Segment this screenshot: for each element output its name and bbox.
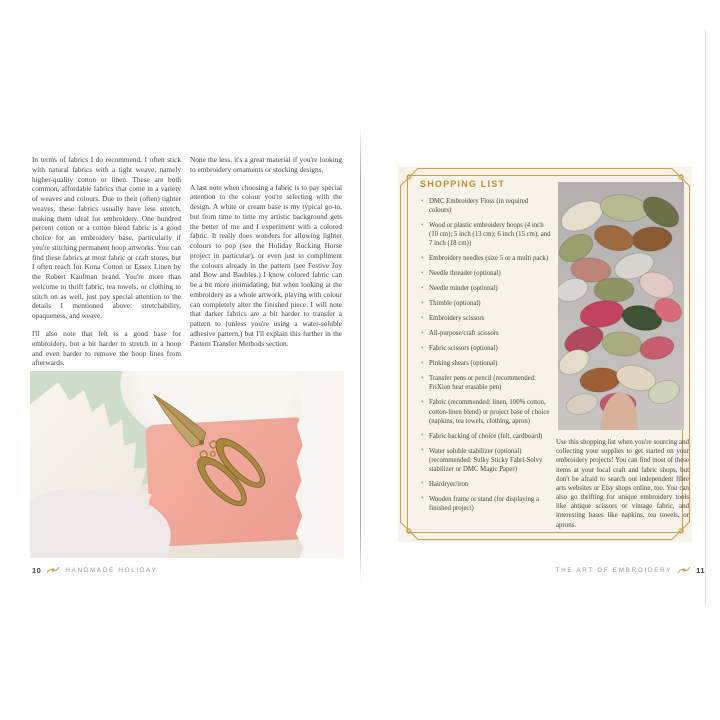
- shopping-list-item: • Needle threader (optional): [421, 268, 501, 278]
- shopping-list-item: • Wood or plastic embroidery hoops (4 inch (10 cm); 5 inch (13 cm); 6 inch (15 cm); and 7 inch (18 cm)): [421, 220, 551, 248]
- left-page-column-1: [32, 155, 181, 376]
- bullet-icon: •: [421, 446, 424, 455]
- left-page-footer: [32, 565, 158, 575]
- bullet-icon: •: [421, 283, 424, 292]
- shopping-list-item: • Thimble (optional): [421, 298, 481, 308]
- body-paragraph: In terms of fabrics I do recommend, I often stick with natural fabrics with a tight weave, namely higher-quality cotton or linen. These are both common, affordable fabrics that come in a variety of weaves and colours. Due to their (often) tighter weaves, these fabrics usually have less stretch, making them ideal for embroidery. One hundred percent cotton or a cotton blend fabric is a good choice for an embroidery base, particularly if you're stitching permanent hoop artworks. You can find these fabrics at most fabric or craft stores, but I often reach for Kona Cotton or Essex Linen by the Robert Kaufman brand. You're more than welcome to thrift fabric, tea towels, or clothing to stitch on as well, just pay special attention to the details I mentioned above: stretchability, opaqueness, and weave.: [32, 155, 181, 321]
- body-paragraph: I'll also note that felt is a good base for embroidery, but a bit harder to stretch in a hoop and even harder to remove the hoop lines from afterwards.: [32, 329, 181, 368]
- page-number: 10: [32, 565, 42, 575]
- shopping-list-item: • Fabric (recommended: linen, 100% cotton, cotton-linen blend) or project base of choice (napkins, tea towels, clothing, apron): [421, 397, 550, 425]
- bullet-icon: •: [421, 298, 424, 307]
- bullet-icon: •: [421, 313, 424, 322]
- shopping-list-item: • Needle minder (optional): [421, 283, 498, 293]
- shopping-list-item: • Transfer pens or pencil (recommended: FriXion heat erasable pen): [421, 373, 536, 392]
- shopping-list-item: • Embroidery needles (size 5 or a multi pack): [421, 253, 549, 263]
- bullet-icon: •: [421, 431, 424, 440]
- shopping-list-item: • Fabric scissors (optional): [421, 343, 498, 353]
- bullet-icon: •: [421, 268, 424, 277]
- footer-ornament-icon: [677, 565, 691, 575]
- right-page-footer: [460, 565, 705, 575]
- bullet-icon: •: [421, 397, 424, 406]
- body-paragraph: None the less, it's a great material if you're looking to embroidery ornaments or stocking designs.: [190, 155, 342, 174]
- shopping-list-item: • Pinking shears (optional): [421, 358, 498, 368]
- shopping-list-item: • All-purpose/craft scissors: [421, 328, 499, 338]
- running-head: THE ART OF EMBROIDERY: [555, 566, 673, 574]
- shopping-list-item: • Hairdryer/iron: [421, 479, 469, 488]
- page-edge: [705, 30, 706, 605]
- bullet-icon: •: [421, 343, 424, 352]
- footer-ornament-icon: [46, 565, 60, 575]
- fabric-and-scissors-photo: [30, 371, 344, 558]
- bullet-icon: •: [421, 373, 424, 382]
- shopping-list-item: • Fabric backing of choice (felt, cardboard): [421, 431, 543, 440]
- shopping-list-item: • Wooden frame or stand (for displaying a finished project): [421, 494, 540, 512]
- bullet-icon: •: [421, 479, 424, 488]
- shopping-list: [420, 197, 551, 519]
- bullet-icon: •: [421, 253, 424, 262]
- shopping-list-box: [398, 166, 692, 542]
- frayed-fabric-shape: [292, 371, 344, 558]
- shopping-list-title: SHOPPING LIST: [420, 179, 506, 189]
- center-fold-line: [360, 124, 361, 584]
- page-number: 11: [696, 565, 705, 575]
- running-head: HANDMADE HOLIDAY: [65, 566, 158, 574]
- bullet-icon: •: [421, 328, 424, 337]
- body-paragraph: A last note when choosing a fabric is to pay special attention to the colour you're selecting with the design. A white or cream base is my typical go-to, but from time to time my artistic background gets the better of me and I experiment with a colored fabric. It really does wonders for allowing lighter colours to pop (see the Holiday Rocking Horse project in particular), or even just to compliment the colours already in the pattern (see Festive Joy and Bow and Baubles.) I know colored fabric can be a bit more intimidating, but when looking at the embroidery as a whole artwork, playing with colour can completely alter the finished piece. I will note that darker fabrics are a bit harder to transfer a pattern to (unless you're using a water-soluble adhesive pattern,) but I'll explain this further in the Pattern Transfer Methods section.: [190, 182, 342, 348]
- left-page-column-2: [190, 155, 342, 357]
- bullet-icon: •: [421, 358, 424, 367]
- bullet-icon: •: [421, 494, 424, 503]
- bullet-icon: •: [421, 196, 424, 205]
- yarn-skeins-photo: [558, 182, 684, 430]
- shopping-list-item: • Embroidery scissors: [421, 313, 485, 323]
- shopping-list-note: Use this shopping list when you're sourcing and collecting your supplies to get started on your embroidery projects! You can find most of these items at your local craft and fabric shops, but don't be afraid to search out independent fibre arts websites or Etsy shops online, too. You can also go thrifting for unique embroidery tools like antique scissors or vintage fabric, and interesting bases like napkins, tea towels, or aprons.: [556, 439, 689, 529]
- bullet-icon: •: [421, 220, 424, 229]
- shopping-list-item: • DMC Embroidery Floss (in required colours): [421, 196, 529, 215]
- shopping-list-item: • Water soluble stabilizer (optional) (recommended: Sulky Sticky Fabri-Solvy stabilizer or DMC Magic Paper): [421, 446, 543, 473]
